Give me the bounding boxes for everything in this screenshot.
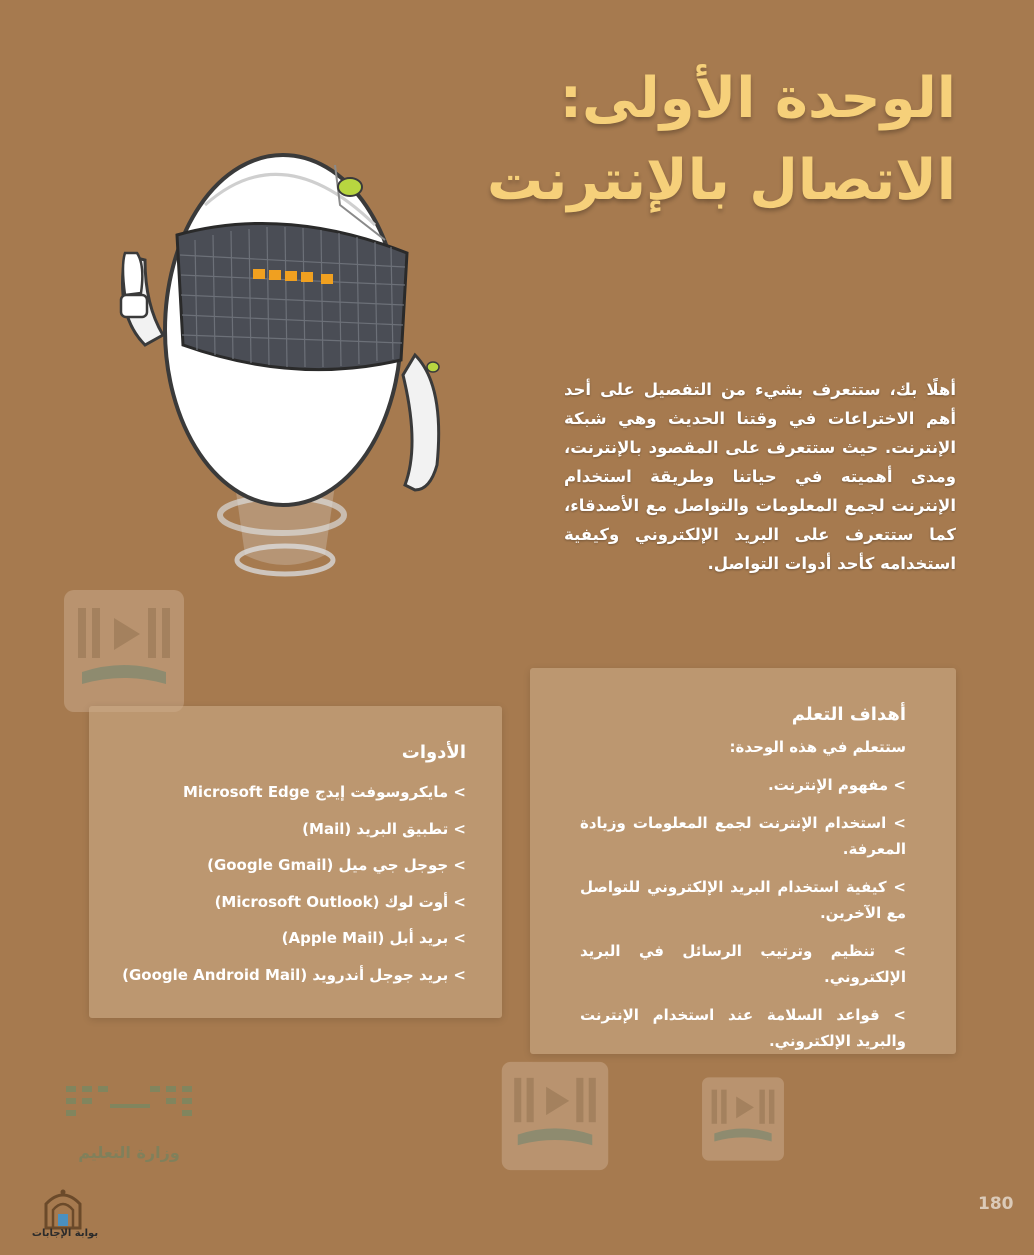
learning-goals-list (580, 772, 906, 1066)
list-item: > تطبيق البريد (Mail) (302, 819, 466, 838)
list-item: > مايكروسوفت إيدج Microsoft Edge (183, 783, 466, 801)
learning-goals-subheading: ستتعلم في هذه الوحدة: (729, 738, 906, 756)
watermark-logo-icon (500, 1060, 610, 1172)
unit-title (436, 58, 956, 222)
tools-list (106, 781, 466, 1000)
list-item: > مفهوم الإنترنت. (767, 776, 906, 794)
list-item: > استخدام الإنترنت لجمع المعلومات وزيادة المعرفة. (580, 814, 906, 858)
list-item: > بريد جوجل أندرويد (Google Android Mail) (122, 965, 466, 984)
page-number: 180 (978, 1194, 1014, 1214)
list-item: > قواعد السلامة عند استخدام الإنترنت والبريد الإلكتروني. (580, 1006, 906, 1050)
tools-panel (89, 706, 502, 1018)
list-item: > تنظيم وترتيب الرسائل في البريد الإلكتروني. (580, 942, 906, 986)
list-item: > كيفية استخدام البريد الإلكتروني للتواصل مع الآخرين. (580, 878, 906, 922)
watermark-logo-icon (700, 1076, 786, 1162)
learning-goals-panel (530, 668, 956, 1054)
learning-goals-heading: أهداف التعلم (791, 704, 906, 725)
ministry-text: وزارة التعليم (78, 1143, 180, 1162)
watermark-logo-icon (62, 588, 186, 714)
unit-title-line1: الوحدة الأولى: (559, 66, 956, 131)
tools-heading: الأدوات (401, 742, 466, 763)
list-item: > بريد أبل (Apple Mail) (281, 929, 466, 947)
robot-illustration-icon (85, 145, 475, 585)
unit-title-line2: الاتصال بالإنترنت (487, 148, 956, 213)
intro-paragraph: أهلًا بك، ستتعرف بشيء من التفصيل على أحد أهم الاختراعات في وقتنا الحديث وهي شبكة الإنترنت. حيث ستتعرف على المقصود بالإنترنت، ومدى أهميته في حياتنا وطريقة استخدام الإنترنت لجمع المعلومات والتواصل مع الأصدقاء، كما ستتعرف على البريد الإلكتروني وكيفية استخدامه كأحد أدوات التواصل. (564, 379, 956, 573)
list-item: > جوجل جي ميل (Google Gmail) (207, 856, 466, 874)
ministry-logo-icon (60, 1080, 200, 1190)
portal-label: بوابة الإجابات (31, 1228, 99, 1239)
list-item: > أوت لوك (Microsoft Outlook) (214, 892, 466, 911)
